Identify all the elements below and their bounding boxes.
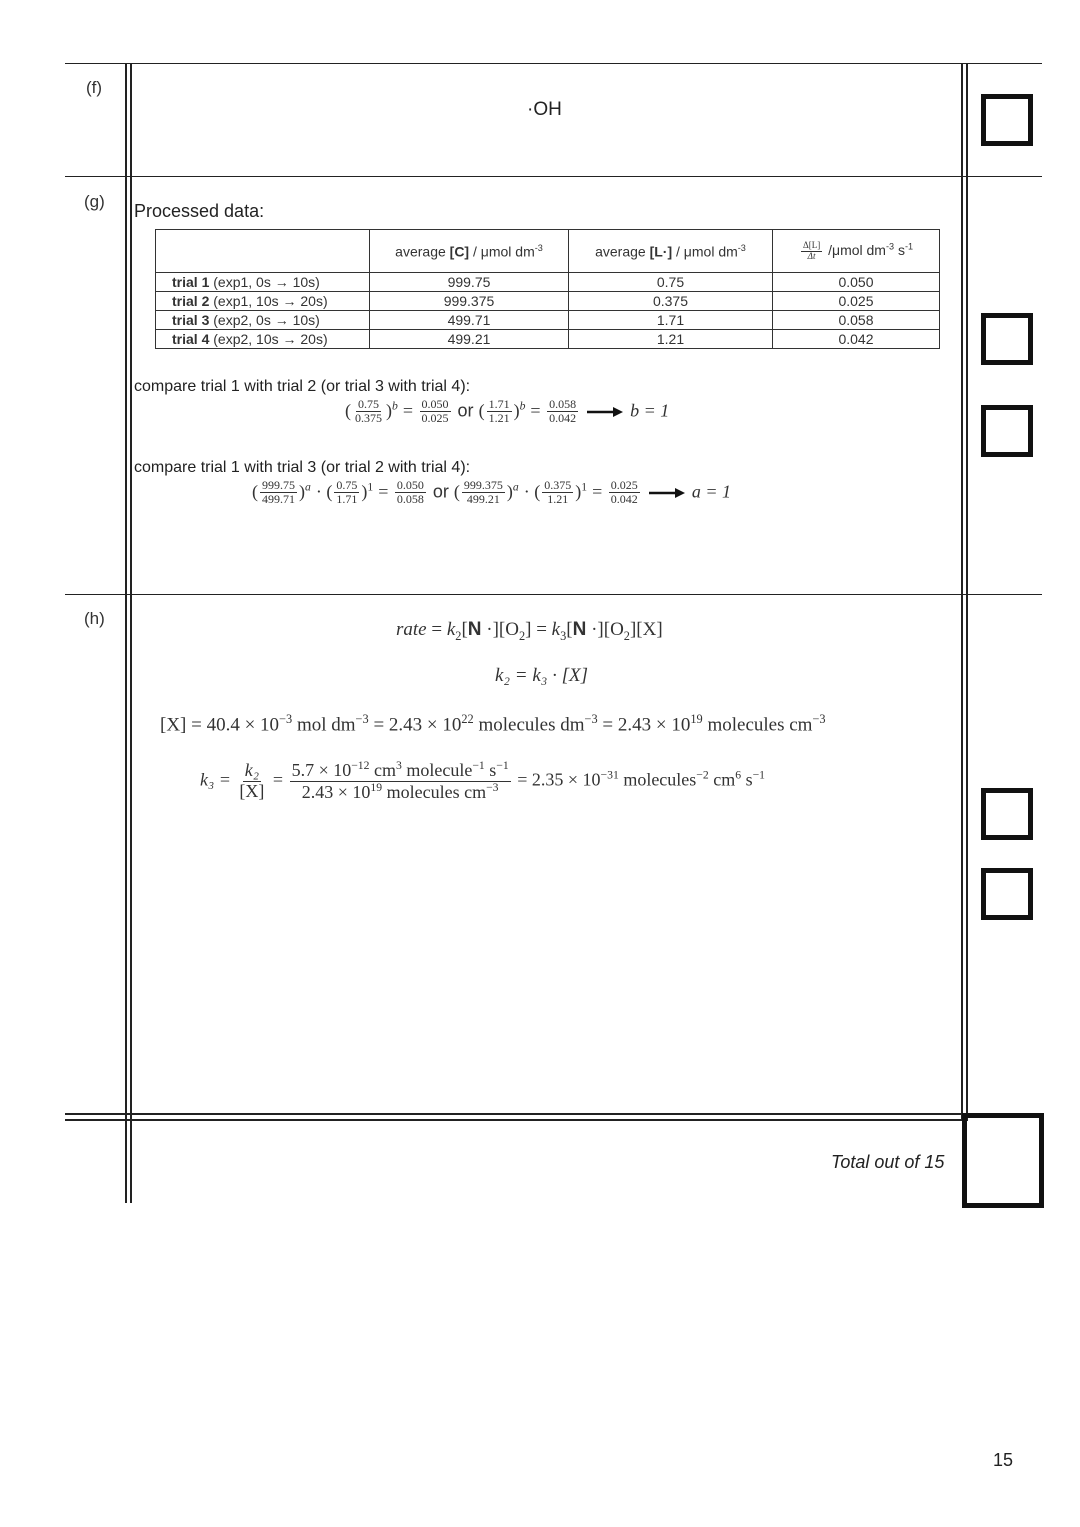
table-header-avg-c: average [C] / μmol $dm^{-3}$ [370, 230, 569, 273]
table-header-row [156, 230, 940, 273]
table-row: trial 3 (exp2, 0s → 10s) 499.71 1.71 0.058 [156, 311, 940, 330]
table-header-blank [156, 230, 370, 273]
left-double-rule-b [130, 63, 132, 1203]
right-double-rule-b [966, 63, 968, 1121]
mark-box-g2[interactable] [981, 405, 1033, 457]
part-h-label: (h) [84, 609, 105, 628]
rate-equation: rate = $k_2[N \cdot][O_2] = k_3[N \cdot][O_2][X]$ [396, 619, 663, 643]
total-box[interactable] [962, 1113, 1044, 1208]
k2-relation: k₂ = k₃ · [X] [495, 665, 589, 686]
x-concentration: $[X] = 40.4 \times 10^{-3}$ mol $dm^{-3} = 2.43 \times 10^{22}$ molecules $dm^{-3} = 2.43 \times 10^{19}$ molecules $cm^{-3}$ [160, 712, 826, 736]
rule-g-h [65, 594, 1042, 595]
compare-1-text: compare trial 1 with trial 2 (or trial 3 with trial 4): [134, 378, 471, 395]
part-f-answer: ·OH [527, 99, 562, 120]
mark-box-g1[interactable] [981, 313, 1033, 365]
processed-data-heading: Processed data: [134, 201, 265, 221]
arrow-right-icon [647, 487, 687, 499]
part-f-label: (f) [86, 78, 103, 97]
total-label: Total out of 15 [831, 1152, 945, 1172]
arrow-right-icon [585, 406, 625, 418]
table-header-rate: $\frac{\Delta[L]}{\Delta t}$ /μmol $dm^{-3}$ $s^{-1}$ [773, 230, 940, 273]
table-header-avg-l: average [L·] / μmol $dm^{-3}$ [569, 230, 773, 273]
processed-data-table [155, 229, 940, 349]
compare-1-equation: ( $\frac{0.75}{0.375}$ )$^b$ = $\frac{0.050}{0.025}$ or ( $\frac{1.71}{1.21}$ )$^b$ = $\frac{0.058}{0.042}$ b = 1 [345, 397, 670, 426]
table-row: trial 1 (exp1, 0s → 10s) 999.75 0.75 0.050 [156, 273, 940, 292]
compare-2-equation: ( $\frac{999.75}{499.71}$ )$^a$ · ( $\frac{0.75}{1.71}$ )$^1$ = $\frac{0.050}{0.058}$ or ( $\frac{999.375}{499.21}$ )$^a$ · ( $\frac{0.375}{1.21}$ )$^1$ = $\frac{0.025}{0.042}$ a = 1 [252, 478, 731, 507]
left-double-rule-a [125, 63, 127, 1203]
k3-calculation: k₃ = $\frac{\text{k₂}}{[X]}$ = $\frac{5.7 \times 10^{-12} cm^3 molecule^{-1} s^{-1}}{2.43 \times 10^{19} molecules cm^{-3}}$ = $2.35 \times 10^{-31}$ molecules$^{-2}$ $cm^6$ $s^{-1}$ [200, 759, 766, 802]
page-number: 15 [993, 1450, 1014, 1470]
part-g-label: (g) [84, 192, 105, 211]
mark-box-f[interactable] [981, 94, 1033, 146]
compare-2-text: compare trial 1 with trial 3 (or trial 2 with trial 4): [134, 459, 471, 476]
rule-f-g [65, 176, 1042, 177]
top-rule [65, 63, 1042, 64]
bottom-rule-1 [65, 1113, 963, 1115]
mark-box-h1[interactable] [981, 788, 1033, 840]
table-row: trial 4 (exp2, 10s → 20s) 499.21 1.21 0.042 [156, 330, 940, 349]
bottom-rule-2 [65, 1119, 963, 1121]
mark-box-h2[interactable] [981, 868, 1033, 920]
table-row: trial 2 (exp1, 10s → 20s) 999.375 0.375 0.025 [156, 292, 940, 311]
right-double-rule-a [961, 63, 963, 1121]
